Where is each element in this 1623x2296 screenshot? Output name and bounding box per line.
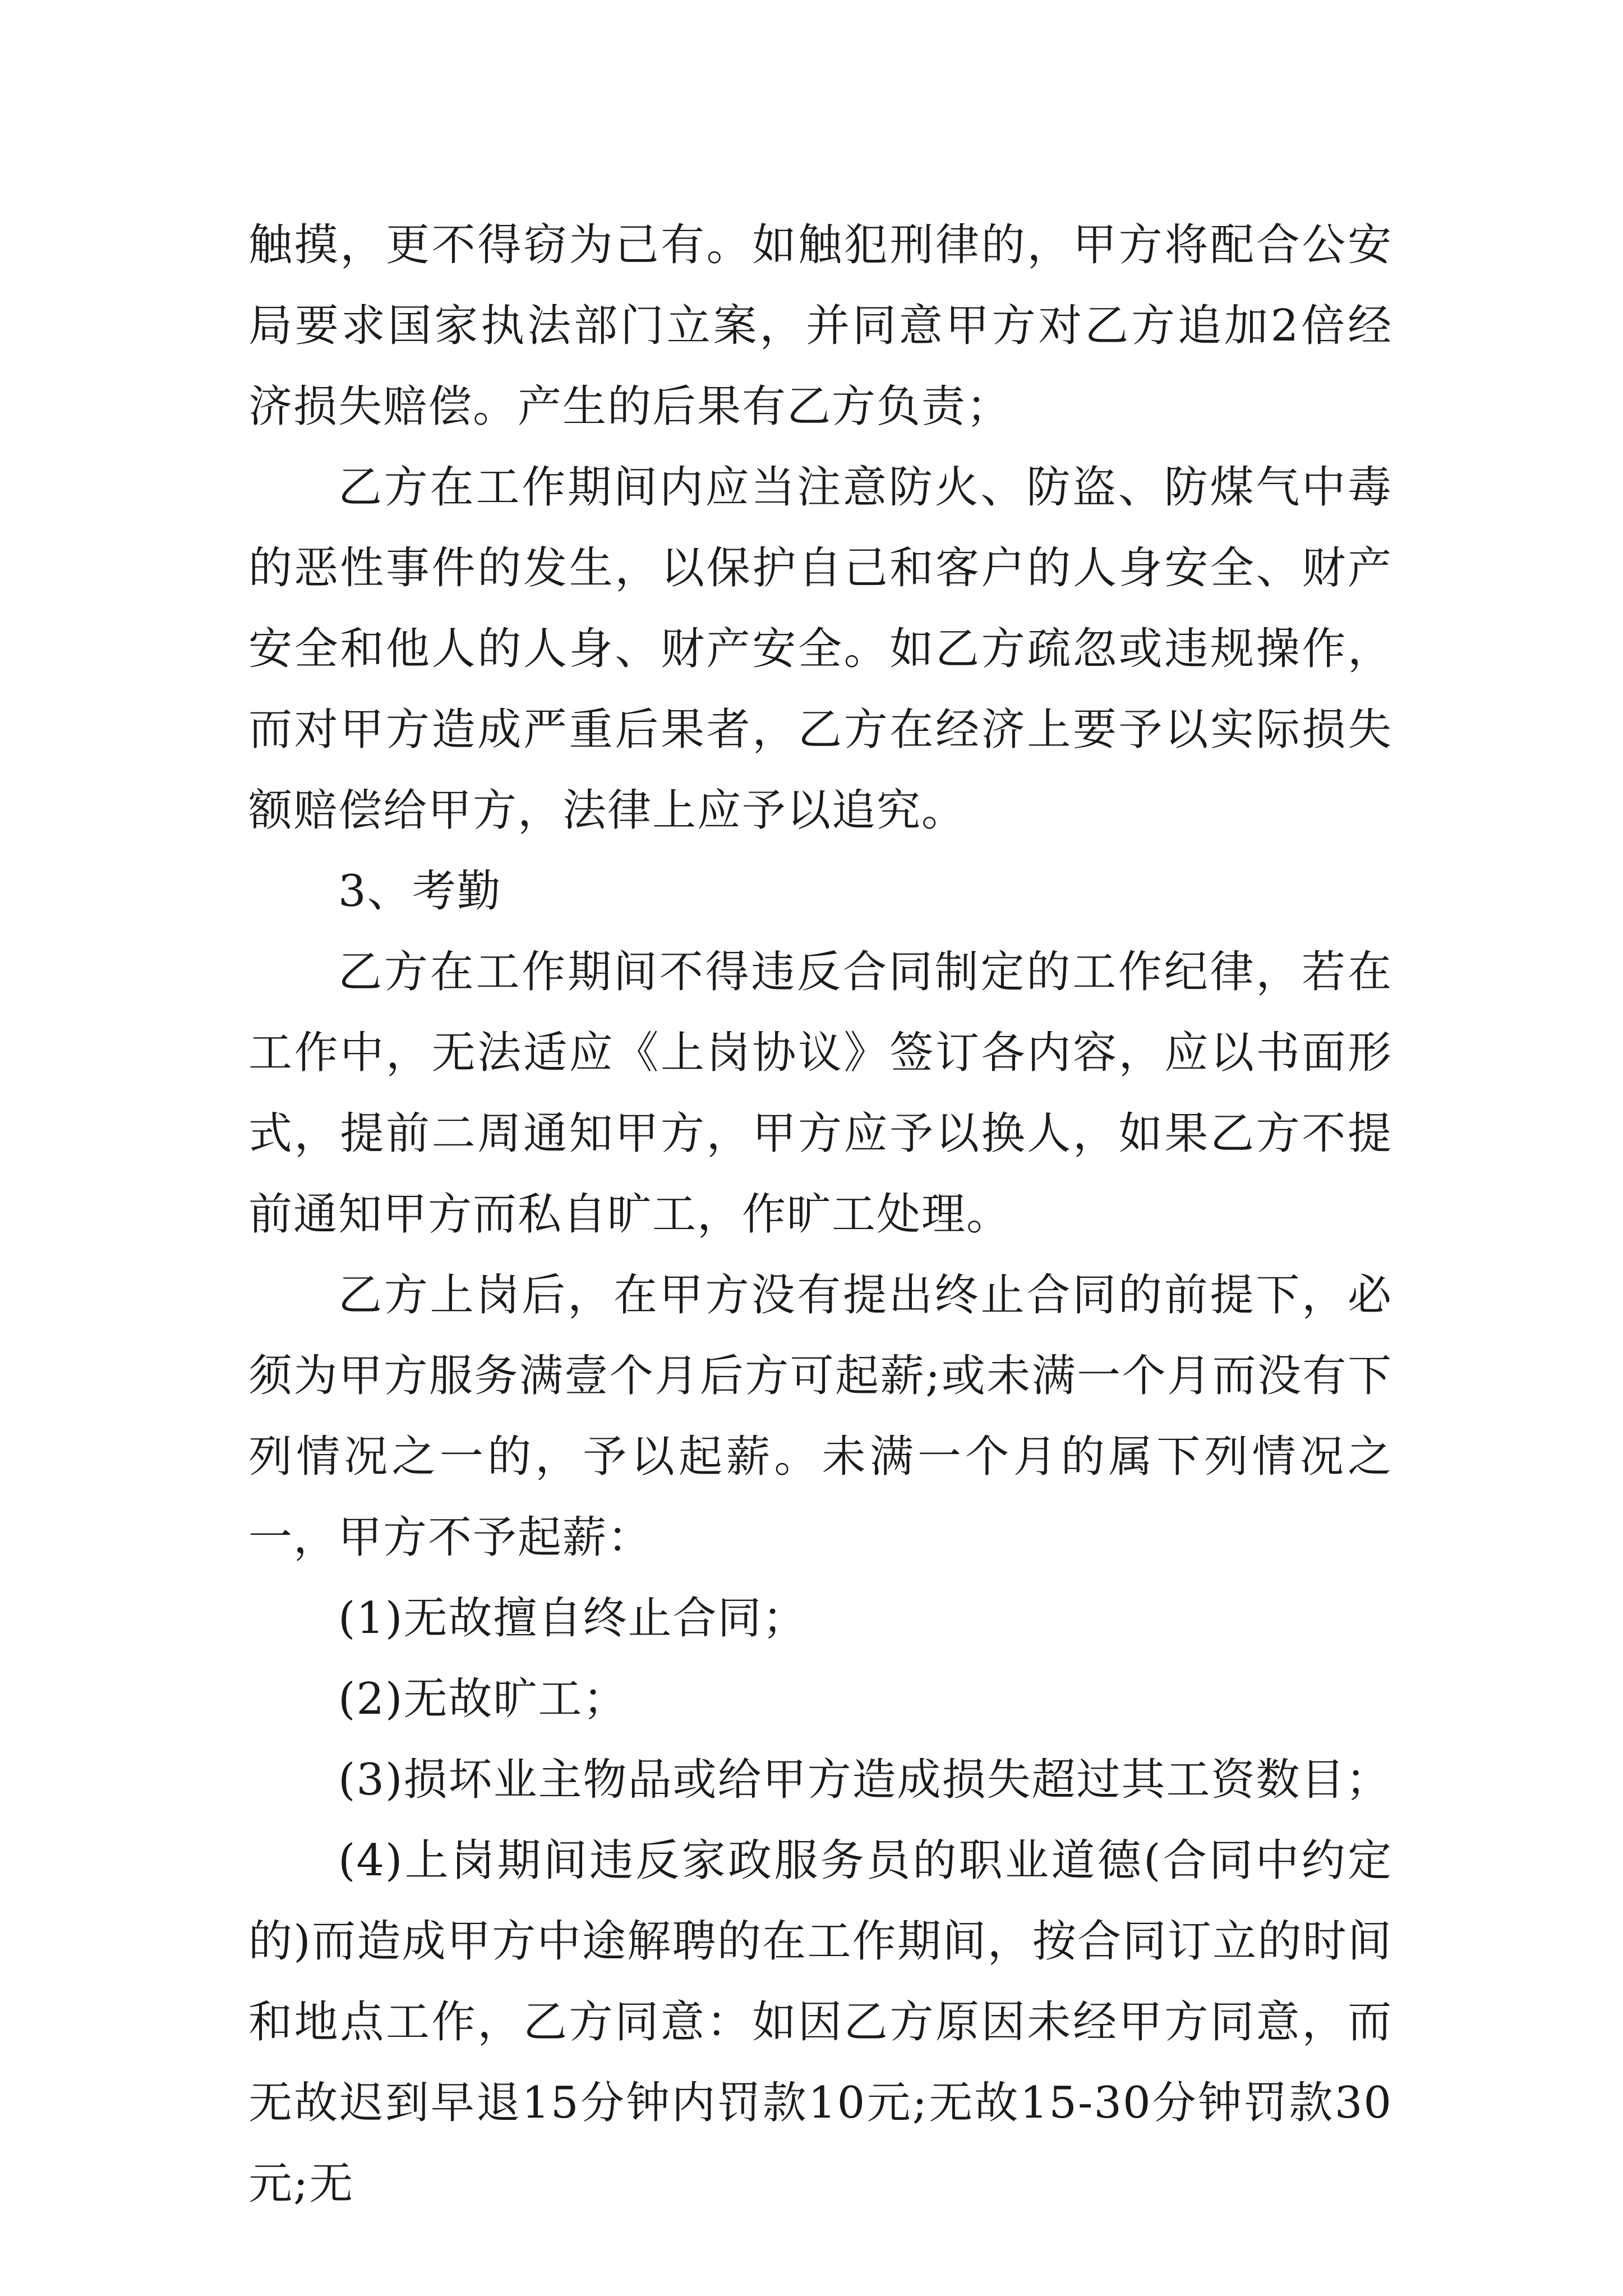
- document-body: [248, 205, 1393, 2224]
- list-item-3: (3)损坏业主物品或给甲方造成损失超过其工资数目；: [338, 1755, 1391, 1805]
- list-item-2: (2)无故旷工；: [338, 1674, 628, 1724]
- paragraph-salary-start: 乙方上岗后，在甲方没有提出终止合同的前提下，必须为甲方服务满壹个月后方可起薪;或未满一个月而没有下列情况之一的，予以起薪。未满一个月的属下列情况之一，甲方不予起薪：: [248, 1270, 1393, 1563]
- list-item-4: (4)上岗期间违反家政服务员的职业道德(合同中约定的)而造成甲方中途解聘的在工作期间，按合同订立的时间和地点工作，乙方同意：如因乙方原因未经甲方同意，而无故迟到早退15分钟内罚款10元;无故15-30分钟罚款30元;无: [248, 1835, 1393, 2209]
- paragraph-safety-clause: 乙方在工作期间内应当注意防火、防盗、防煤气中毒的恶性事件的发生，以保护自己和客户的人身安全、财产安全和他人的人身、财产安全。如乙方疏忽或违规操作，而对甲方造成严重后果者，乙方在经济上要予以实际损失额赔偿给甲方，法律上应予以追究。: [248, 462, 1393, 836]
- section-heading-attendance: 3、考勤: [338, 866, 502, 917]
- paragraph-theft-clause: 触摸，更不得窃为己有。如触犯刑律的，甲方将配合公安局要求国家执法部门立案，并同意甲方对乙方追加2倍经济损失赔偿。产生的后果有乙方负责；: [248, 220, 1393, 432]
- paragraph-work-discipline: 乙方在工作期间不得违反合同制定的工作纪律，若在工作中，无法适应《上岗协议》签订各内容，应以书面形式，提前二周通知甲方，甲方应予以换人，如果乙方不提前通知甲方而私自旷工，作旷工处理。: [248, 947, 1393, 1240]
- list-item-1: (1)无故擅自终止合同；: [338, 1593, 808, 1644]
